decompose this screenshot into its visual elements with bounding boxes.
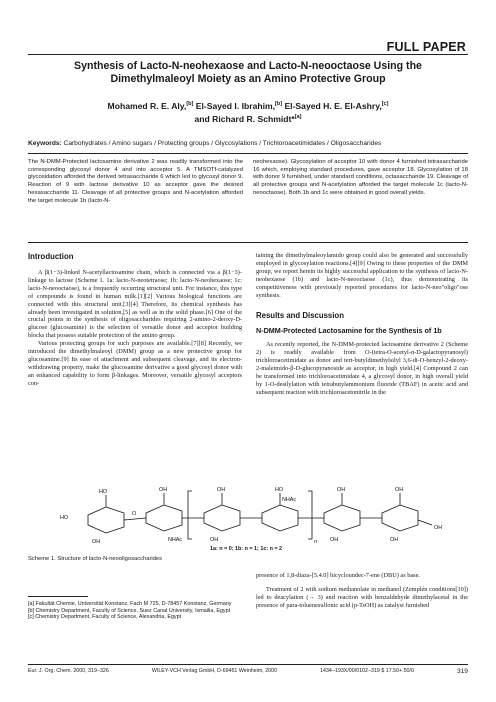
subsection-heading: N-DMM-Protected Lactosamine for the Synthesis of 1b — [256, 326, 442, 336]
abstract-bottom-rule — [28, 242, 468, 243]
paragraph: Treatment of 2 with sodium methanolate in methanol (Zemplén conditions[10]) led to deacylation (→ 3) and reaction with benzaldehyde dimethylacetal in the presence of para-toluenesulfonic acid (p-TsOH) as catalyst furnished — [256, 585, 468, 609]
gal-ring-2 — [204, 505, 240, 531]
paragraph: Various protecting groups for such purposes are available.[7][8] Recently, we introduced the dimethylmaleoyl (DMM) group as a new protective group for glucosamine.[9] Its ease of attachment and subsequent cleavage, and its electron-withdrawing property, make the glucosamine derivative a good glycosyl donor with an enhanced capability to form β-linkages. Moreover, versatile glycosyl acceptors con- — [28, 340, 242, 387]
keywords-label: Keywords: — [28, 140, 62, 147]
label-oh: OH — [390, 537, 399, 543]
section-label: FULL PAPER — [386, 40, 466, 54]
abstract — [28, 159, 468, 205]
label-nhac: NHAc — [282, 497, 297, 503]
scheme-caption: Scheme 1. Structure of lacto-N-neooligosaccharides — [28, 556, 163, 562]
affiliation-mark: [c] — [381, 101, 389, 107]
results-section — [256, 252, 468, 397]
author-1: Mohamed R. E. Aly, — [107, 100, 187, 111]
affiliation-mark: [b] — [186, 101, 194, 107]
glcnac-ring-1 — [146, 505, 182, 531]
paragraph: taining the dimethylmaleoylamido group could also be generated and successfully employed in glycosylation reactions.[4][9] Owing to these properties of the DMM group, we report herein its highly successful application to the synthesis of lacto-N-neohexaose (1b) and lacto-N-neooctaose (1c), thus demonstrating its competitiveness with previously reported procedures for lacto-N-neo"oligo"ose synthesis. — [256, 252, 468, 299]
abstract-right: neohexaose). Glycosylation of acceptor 10 with donor 4 furnished tetrasaccharide 16 which, employing standard procedures, gave acceptor 18. Glycosylation of 18 with donor 9 furnished, under standard conditions, octasaccharide 19. Cleavage of all protective groups and N-acetylation afforded the target molecule 1c (lacto-N-neooctaose). Both 1b and 1c were obtained in good overall yields. — [253, 159, 468, 196]
gal-ring-1 — [88, 507, 124, 533]
label-oh: HO — [60, 515, 69, 521]
label-o: O — [132, 511, 137, 517]
label-oh: OH — [217, 487, 226, 493]
glcnac-ring-2 — [262, 505, 298, 531]
keywords-text: Carbohydrates / Amino sugars / Protecting groups / Glycosylations / Trichloroacetimidates / Oligosaccharides — [61, 140, 382, 147]
introduction-section — [28, 252, 242, 388]
affiliation-mark: [a] — [294, 113, 302, 120]
author-list — [40, 99, 456, 125]
results-body — [256, 341, 468, 396]
glc-ring — [382, 505, 418, 531]
introduction-heading: Introduction — [28, 252, 74, 261]
label-oh: OH — [330, 537, 339, 543]
footnote-b: [b] Chemistry Department, Faculty of Science, Suez Canal University, Ismailia, Egypt — [28, 607, 231, 614]
author-2: El-Sayed I. Ibrahim, — [193, 100, 276, 111]
issn-line: 1434−193X/00/0102−319 $ 17.50+.50/0 — [320, 668, 414, 674]
glycosidic-bond — [124, 518, 146, 520]
paragraph: A β(1−3)-linked N-acetyllactosamine chain, which is connected via a β(1−3)-linkage to lactose (Scheme 1. 1a: lacto-N-neotetraose; 1b: lacto-N-neohexaose; 1c: lacto-N-neooctaose), is a frequently occurring structural unit. For instance, this type of compounds is found in human milk.[1][2] Various biological functions are connected with this structural unit.[3][4] Therefore, its chemical synthesis has already been investigated in solution,[5] as well as in the solid phase.[6] One of the crucial points in the synthesis of oligosaccharides requiring 2-amino-2-deoxy-D-glucose (glucosamine) is the selection of versatile donor and acceptor building blocks that possess suitable protection of the amino group. — [28, 269, 242, 340]
abstract-top-rule — [28, 153, 468, 154]
label-oh: OH — [337, 487, 346, 493]
anomeric-oh-bond — [418, 520, 432, 525]
page-footer — [28, 668, 468, 675]
journal-citation: Eur. J. Org. Chem. 2000, 319−326 — [28, 668, 109, 674]
author-4: and Richard R. Schmidt* — [194, 113, 295, 124]
scheme-structure — [28, 475, 468, 555]
repeat-bracket-left — [188, 491, 192, 539]
label-oh: HO — [275, 487, 284, 493]
abstract-left: The N-DMM-Protected lactosamine derivative 2 was readily transformed into the corresponding glycosyl donor 4 and into acceptor 5. A TMSOTf-catalyzed glycosidation afforded the derived tetrasaccharide 6 which led to glycosyl donor 9. Reaction of 9 with lactose derivative 10 as acceptor gave the desired hexasaccharide 11. Cleavage of all protective groups and N-acetylation afforded the target molecule 1b (lacto-N- — [28, 159, 243, 204]
header-rule — [28, 54, 468, 55]
label-oh: HO — [99, 489, 108, 495]
repeat-bracket-right — [308, 491, 312, 539]
label-oh: OH — [434, 525, 443, 531]
scheme-legend: 1a: n = 0; 1b: n = 1; 1c: n = 2 — [210, 546, 283, 552]
right-column-body — [256, 252, 468, 299]
right-column-continuation — [256, 572, 468, 610]
introduction-body — [28, 269, 242, 388]
keywords — [28, 140, 468, 148]
page-number: 319 — [456, 668, 468, 675]
label-nhac: NHAc — [168, 537, 183, 543]
article-title: Synthesis of Lacto-N-neohexaose and Lacto-N-neooctaose Using the Dimethylmaleoyl Moiety as an Amino Protective Group — [74, 60, 422, 85]
label-oh: OH — [395, 487, 404, 493]
paragraph: As recently reported, the N-DMM-protected lactosamine derivative 2 (Scheme 2) is readily available from O-(tetra-O-acetyl-α-D-galactopyranosyl) trichloroacetimidate as donor and tert-butyldimethylsilyl 3,6-di-O-benzyl-2-deoxy-2-maleimido-β-D-glucopyranoside as acceptor, in high yield.[4] Compound 2 can be transformed into trichloroacetimidate 4, a glycosyl donor, in high overall yield by 1-O-desilylation with tetrabutylammonium fluoride (TBAF) in acetic acid and subsequent reaction with trichloroacetonitrile in the — [256, 341, 468, 396]
paragraph: presence of 1,8-diaza-[5.4.0] bicycloundec-7-ene (DBU) as base. — [256, 572, 420, 579]
footnotes — [28, 601, 242, 621]
repeat-n: n — [314, 539, 317, 545]
author-3: El-Sayed H. E. El-Ashry, — [282, 100, 382, 111]
affiliation-mark: [b] — [275, 101, 283, 107]
label-oh: OH — [210, 537, 219, 543]
footnote-c: [c] Chemistry Department, Faculty of Science, Alexandria, Egypt — [28, 614, 182, 621]
label-oh: OH — [92, 539, 101, 545]
results-heading: Results and Discussion — [256, 311, 344, 321]
publisher-line: WILEY-VCH Verlag GmbH, D-69451 Weinheim, 2000 — [151, 668, 278, 674]
footer-rule — [28, 664, 468, 665]
gal-ring-3 — [324, 505, 360, 531]
footnote-a: [a] Fakultät Chemie, Universität Konstanz, Fach M 725, D-78457 Konstanz, Germany — [28, 601, 232, 607]
footnote-rule — [28, 596, 88, 597]
label-oh: OH — [159, 487, 168, 493]
